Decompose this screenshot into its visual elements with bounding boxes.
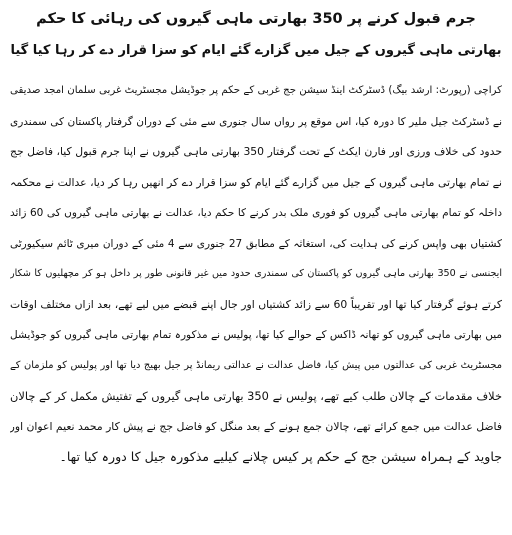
article-line: کرتے ہوئے گرفتار کیا تھا اور تقریباً 60 سے زائد کشتیاں اور جال اپنے قبضے میں لیے تھے، بعد ازاں مختلف اوقات	[10, 297, 502, 311]
article-line: کراچی (رپورٹ: ارشد بیگ) ڈسٹرکٹ اینڈ سیشن جج غربی کے حکم پر جوڈیشل مجسٹریٹ غربی سلمان امجد صدیقی	[10, 85, 502, 96]
article-line: ایجنسی نے 350 بھارتی ماہی گیروں کو پاکستان کی سمندری حدود میں غیر قانونی طور پر داخل ہو کر مچھلیوں کا شکار	[10, 268, 502, 279]
headline-subtitle: بھارتی ماہی گیروں کے جیل میں گزارے گئے ایام کو سزا قرار دے کر رہا کیا گیا	[10, 43, 502, 58]
article-line: کشتیاں بھی واپس کرنے کی ہدایت کی، استغاثہ کے مطابق 27 جنوری سے 4 مئی کے دوران میری ٹائم سیکیورٹی	[10, 237, 502, 250]
article-line: نے تمام بھارتی ماہی گیروں کے جیل میں گزارے گئے ایام کو سزا قرار دے کر انھیں رہا کر دیا، عدالت نے محکمہ	[10, 175, 502, 189]
article-line: فاضل عدالت میں جمع کرائے تھے، چالان جمع ہونے کے بعد منگل کو فاضل جج نے پیش کار محمد نعیم اعوان اور	[10, 419, 502, 433]
article-line: مجسٹریٹ غربی کی عدالتوں میں پیش کیا، فاضل عدالت نے عدالتی ریمانڈ پر جیل بھیج دیا تھا اور پولیس کو ملزمان کے	[10, 359, 502, 371]
article-line: نے ڈسٹرکٹ جیل ملیر کا دورہ کیا، اس موقع پر رواں سال جنوری سے مئی کے دوران گرفتار پاکستان کی سمندری	[10, 115, 502, 128]
article-line: میں بھارتی ماہی گیروں کو تھانہ ڈاکس کے حوالے کیا تھا، پولیس نے مذکورہ تمام بھارتی ماہی گیروں کو جوڈیشل	[10, 329, 502, 341]
article-body	[10, 76, 502, 473]
article-line: جاوید کے ہمراہ سیشن جج کے حکم پر کیس چلانے کیلیے مذکورہ جیل کا دورہ کیا تھا۔	[59, 449, 502, 464]
headline-title: جرم قبول کرنے پر 350 بھارتی ماہی گیروں کی رہائی کا حکم	[36, 11, 476, 27]
article-line: داخلہ کو تمام بھارتی ماہی گیروں کو فوری ملک بدر کرنے کا حکم دیا، عدالت نے بھارتی ماہی گیروں کی 60 زائد	[10, 207, 502, 219]
article-line: حدود کی خلاف ورزی اور فارن ایکٹ کے تحت گرفتار 350 بھارتی ماہی گیروں نے اپنا جرم قبول کیا، فاضل جج	[10, 145, 502, 158]
article-line: خلاف مقدمات کے چالان طلب کیے تھے، پولیس نے 350 بھارتی ماہی گیروں کے تفتیش مکمل کر کے چالان	[10, 389, 502, 403]
